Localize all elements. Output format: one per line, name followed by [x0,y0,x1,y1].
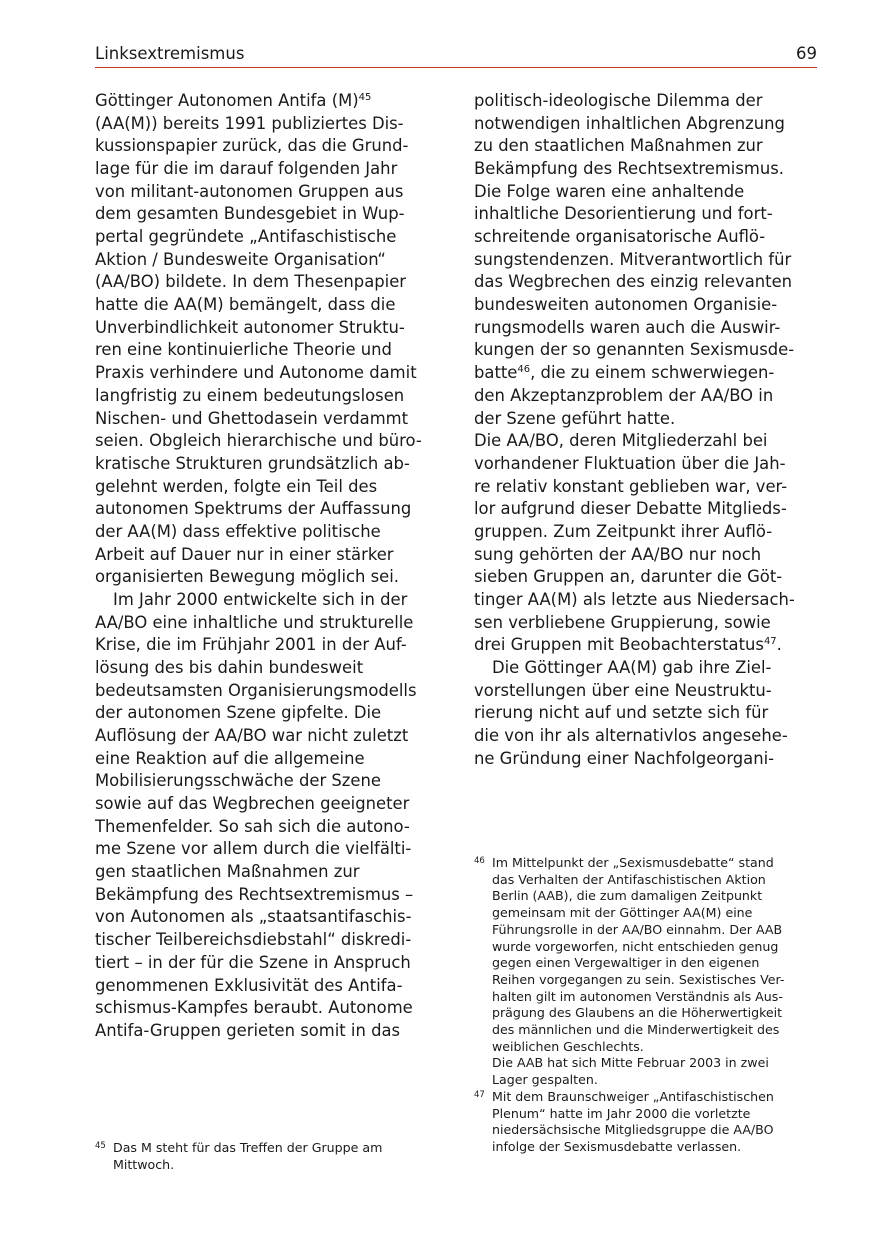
footnote-line: gemeinsam mit der Göttinger AA(M) eine [492,905,753,921]
line-text: lage für die im darauf folgenden Jahr [95,159,398,179]
footnote-line: gegen einen Vergewaltiger in den eigenen [492,955,760,971]
line-text: Die Göttinger AA(M) gab ihre Ziel- [492,658,772,677]
line-text: sowie auf das Wegbrechen geeigneter [95,794,410,814]
line-text: die von ihr als alternativlos angesehe- [474,726,788,746]
footnote-line: Mit dem Braunschweiger „Antifaschistischen [492,1088,774,1104]
line-text: (AA(M)) bereits 1991 publiziertes Dis- [95,113,404,133]
line-text: Bekämpfung des Rechtsextremismus – [95,884,414,904]
text-line [95,681,440,701]
line-text: . [776,635,782,655]
text-line [95,454,440,474]
text-line [474,182,819,202]
line-text: batte [474,363,518,383]
text-line [95,749,440,769]
line-text: kussionspapier zurück, das die Grund- [95,136,409,156]
line-text: me Szene vor allem durch die vielfälti- [95,839,412,859]
text-line [95,794,440,814]
text-line [474,726,819,746]
line-text: zu den staatlichen Maßnahmen zur [474,136,763,156]
running-header [95,44,817,66]
page-number: 69 [796,44,817,63]
line-text: schismus-Kampfes beraubt. Autonome [95,998,413,1018]
line-text: politisch-ideologische Dilemma der [474,91,763,110]
text-line [95,567,440,587]
text-line [95,953,440,973]
line-text: sung gehörten der AA/BO nur noch [474,544,762,564]
line-text: von militant-autonomen Gruppen aus [95,181,404,201]
line-text: Unverbindlichkeit autonomer Struktu- [95,317,405,337]
line-text: schreitende organisatorische Auflö- [474,227,766,247]
line-text: vorstellungen über eine Neustruktu- [474,680,772,700]
line-text: lösung des bis dahin bundesweit [95,658,364,677]
text-line [95,839,440,859]
text-line [95,613,440,633]
line-text: Krise, die im Frühjahr 2001 in der Auf- [95,635,407,655]
text-line [474,91,819,111]
line-text: Die AA/BO, deren Mitgliederzahl bei [474,431,768,451]
text-line [95,499,440,519]
footnote-line: Reihen vorgegangen zu sein. Sexistisches Ver- [492,971,785,987]
line-text: Auflösung der AA/BO war nicht zuletzt [95,726,409,746]
text-line [474,318,819,338]
line-text: bundesweiten autonomen Organisie- [474,295,778,315]
text-line [95,409,440,429]
line-text: AA/BO eine inhaltliche und strukturelle [95,612,414,632]
line-text: hatte die AA(M) bemängelt, dass die [95,295,396,315]
line-text: genommenen Exklusivität des Antifa- [95,975,403,995]
line-text: eine Reaktion auf die allgemeine [95,748,365,768]
text-line [474,340,819,360]
footnote-line: halten gilt im autonomen Verständnis als Aus- [492,988,783,1004]
line-text: von Autonomen als „staatsantifaschis- [95,907,412,927]
text-line [474,703,819,723]
text-line [95,386,440,406]
footnote-reference[interactable]: 46 [517,364,531,376]
line-text: inhaltliche Desorientierung und fort- [474,204,773,224]
footnote-line: Plenum“ hatte im Jahr 2000 die vorletzte [492,1105,751,1121]
line-text: kungen der so genannten Sexismusde- [474,340,795,360]
line-text: dem gesamten Bundesgebiet in Wup- [95,204,405,224]
line-text: Arbeit auf Dauer nur in einer stärker [95,544,394,564]
line-text: ren eine kontinuierliche Theorie und [95,340,392,360]
text-line [95,295,440,315]
text-line [95,272,440,292]
text-line [95,340,440,360]
text-line [474,749,819,769]
text-line [95,635,440,655]
line-text: re relativ konstant geblieben war, ver- [474,476,788,496]
line-text: gelehnt werden, folgte ein Teil des [95,476,378,496]
line-text: Im Jahr 2000 entwickelte sich in der [113,589,408,609]
text-line [95,907,440,927]
line-text: Nischen- und Ghettodasein verdammt [95,408,409,428]
line-text: vorhandener Fluktuation über die Jah- [474,453,786,473]
footnote-line: weiblichen Geschlechts. [492,1038,644,1054]
text-line [95,522,440,542]
text-line [95,771,440,791]
line-text: Mobilisierungsschwäche der Szene [95,771,381,791]
text-line [95,114,440,134]
text-line [474,136,819,156]
text-line [95,182,440,202]
text-line [95,726,440,746]
text-line [95,998,440,1018]
text-line [95,363,440,383]
text-line [474,567,819,587]
line-text: notwendigen inhaltlichen Abgrenzung [474,113,785,133]
text-line [474,363,819,383]
text-line [95,227,440,247]
text-line [95,703,440,723]
text-line [95,862,440,882]
text-line [474,409,819,429]
footnote-line: infolge der Sexismusdebatte verlassen. [492,1138,742,1154]
text-line [474,681,819,701]
line-text: der AA(M) dass effektive politische [95,521,381,541]
text-line [474,114,819,134]
line-text: sieben Gruppen an, darunter die Göt- [474,567,783,587]
text-line [474,477,819,497]
line-text: kratische Strukturen grundsätzlich ab- [95,453,410,473]
footnote-line: Das M steht für das Treffen der Gruppe am [113,1140,383,1155]
text-line [474,545,819,565]
text-line [113,590,440,610]
text-line [95,545,440,565]
text-line [95,1021,440,1041]
line-text: gen staatlichen Maßnahmen zur [95,862,360,882]
header-rule [95,67,817,68]
line-text: Bekämpfung des Rechtsextremismus. [474,159,784,179]
text-line [474,431,819,451]
line-text: das Wegbrechen des einzig relevanten [474,272,793,292]
text-line [95,930,440,950]
line-text: (AA/BO) bildete. In dem Thesenpapier [95,272,407,292]
text-line [474,613,819,633]
line-text: rungsmodells waren auch die Auswir- [474,317,781,337]
text-line [474,204,819,224]
line-text: seien. Obgleich hierarchische und büro- [95,431,422,451]
text-line [95,658,440,678]
text-line [474,272,819,292]
line-text: bedeutsamsten Organisierungsmodells [95,680,417,700]
line-text: autonomen Spektrums der Auffassung [95,499,412,519]
line-text: rierung nicht auf und setzte sich für [474,703,769,723]
text-line [474,386,819,406]
footnote-number: 45 [95,1141,106,1151]
text-line [492,658,819,678]
line-text: Praxis verhindere und Autonome damit [95,363,417,383]
line-text: sungstendenzen. Mitverantwortlich für [474,249,792,269]
line-text: lor aufgrund dieser Debatte Mitglieds- [474,499,787,519]
text-line [474,159,819,179]
line-text: , die zu einem schwerwiegen- [530,363,775,383]
line-text: langfristig zu einem bedeutungslosen [95,385,405,405]
text-line [474,590,819,610]
footnote-line: das Verhalten der Antifaschistischen Aktion [492,871,766,887]
footnote-line: Im Mittelpunkt der „Sexismusdebatte“ stand [492,855,774,870]
text-line [95,204,440,224]
text-line [95,431,440,451]
footnote-line: Berlin (AAB), die zum damaligen Zeitpunkt [492,888,763,904]
text-line [95,817,440,837]
line-text: gruppen. Zum Zeitpunkt ihrer Auflö- [474,521,773,541]
text-line [474,295,819,315]
text-line [474,635,819,655]
text-line [95,477,440,497]
footnote-line: prägung des Glaubens an die Höherwertigkeit [492,1005,783,1021]
footnote-line: Die AAB hat sich Mitte Februar 2003 in zwei [492,1055,769,1071]
text-line [474,454,819,474]
text-line [95,136,440,156]
text-line [474,499,819,519]
text-line [95,91,440,111]
footnote-line: niedersächsische Mitgliedsgruppe die AA/BO [492,1122,774,1138]
line-text: pertal gegründete „Antifaschistische [95,227,397,247]
text-line [95,976,440,996]
text-line [95,318,440,338]
running-header-title: Linksextremismus [95,44,245,63]
line-text: tinger AA(M) als letzte aus Niedersach- [474,589,795,609]
footnote-reference[interactable]: 47 [763,636,777,648]
line-text: der Szene geführt hatte. [474,408,676,428]
footnote-reference[interactable]: 45 [358,92,372,103]
text-line [95,250,440,270]
footnote-number: 47 [474,1089,485,1100]
footnote-line: des männlichen und die Minderwertigkeit des [492,1022,780,1037]
line-text: Göttinger Autonomen Antifa (M) [95,91,359,110]
text-line [474,250,819,270]
line-text: organisierten Bewegung möglich sei. [95,567,400,587]
line-text: den Akzeptanzproblem der AA/BO in [474,385,774,405]
line-text: der autonomen Szene gipfelte. Die [95,703,382,723]
text-line [95,885,440,905]
text-line [95,159,440,179]
line-text: tiert – in der für die Szene in Anspruch [95,952,411,972]
footnote-line: Führungsrolle in der AA/BO einnahm. Der AAB [492,921,783,937]
footnote-line: wurde vorgeworfen, nicht entschieden genug [492,938,779,954]
text-line [474,522,819,542]
line-text: Themenfelder. So sah sich die autono- [95,816,410,836]
line-text: Aktion / Bundesweite Organisation“ [95,249,386,269]
line-text: tischer Teilbereichsdiebstahl“ diskredi- [95,930,412,950]
footnote-line: Lager gespalten. [492,1072,598,1088]
footnote-number: 46 [474,856,485,866]
line-text: Die Folge waren eine anhaltende [474,181,745,201]
line-text: ne Gründung einer Nachfolgeorgani- [474,748,775,768]
line-text: drei Gruppen mit Beobachterstatus [474,635,764,655]
footnote-line: Mittwoch. [113,1156,175,1172]
text-line [474,227,819,247]
line-text: sen verbliebene Gruppierung, sowie [474,612,771,632]
line-text: Antifa-Gruppen gerieten somit in das [95,1020,401,1040]
